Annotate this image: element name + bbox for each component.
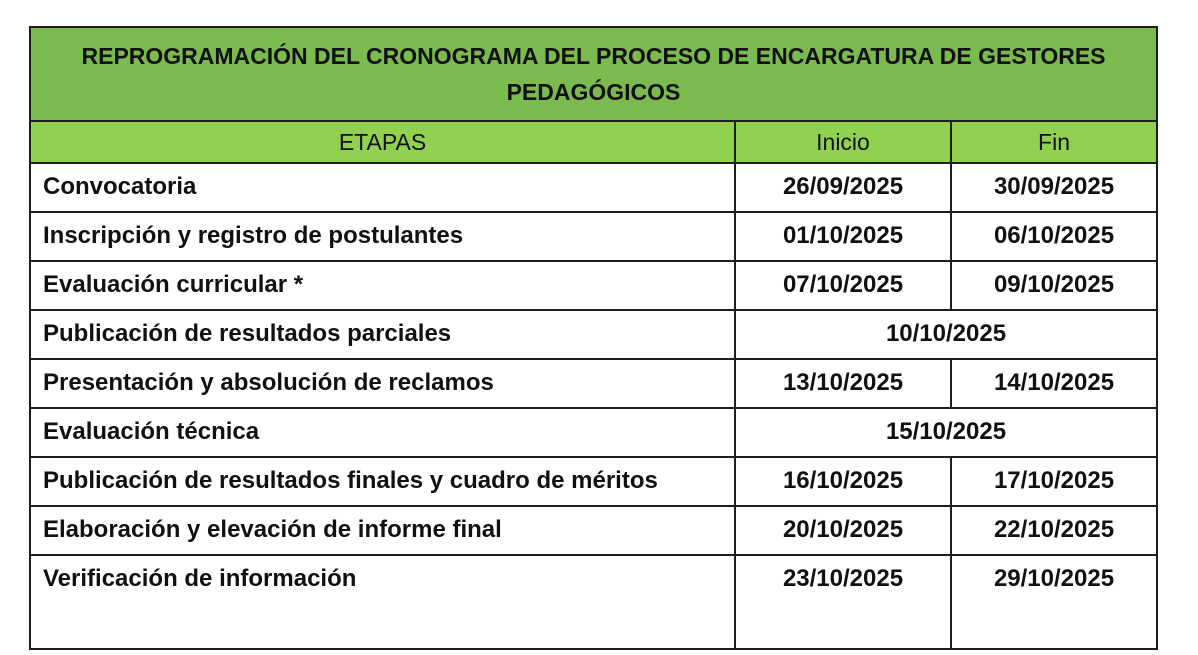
etapa-cell: Elaboración y elevación de informe final <box>30 506 735 555</box>
header-etapas: ETAPAS <box>30 121 735 163</box>
fin-cell: 06/10/2025 <box>951 212 1157 261</box>
table-row <box>30 359 1157 408</box>
inicio-cell: 07/10/2025 <box>735 261 951 310</box>
table-row <box>30 555 1157 649</box>
inicio-cell: 16/10/2025 <box>735 457 951 506</box>
fin-cell: 29/10/2025 <box>951 555 1157 649</box>
schedule-table <box>29 26 1158 650</box>
fecha-cell: 10/10/2025 <box>735 310 1157 359</box>
table-row <box>30 408 1157 457</box>
inicio-cell: 23/10/2025 <box>735 555 951 649</box>
inicio-cell: 13/10/2025 <box>735 359 951 408</box>
header-fin: Fin <box>951 121 1157 163</box>
fin-cell: 17/10/2025 <box>951 457 1157 506</box>
fecha-cell: 15/10/2025 <box>735 408 1157 457</box>
etapa-cell: Publicación de resultados parciales <box>30 310 735 359</box>
table-row <box>30 506 1157 555</box>
fin-cell: 22/10/2025 <box>951 506 1157 555</box>
etapa-cell: Publicación de resultados finales y cuadro de méritos <box>30 457 735 506</box>
inicio-cell: 20/10/2025 <box>735 506 951 555</box>
fin-cell: 30/09/2025 <box>951 163 1157 212</box>
etapa-cell: Verificación de información <box>30 555 735 649</box>
fin-cell: 14/10/2025 <box>951 359 1157 408</box>
fin-cell: 09/10/2025 <box>951 261 1157 310</box>
table-row <box>30 310 1157 359</box>
table-row <box>30 457 1157 506</box>
etapa-cell: Convocatoria <box>30 163 735 212</box>
table-title: REPROGRAMACIÓN DEL CRONOGRAMA DEL PROCESO DE ENCARGATURA DE GESTORES PEDAGÓGICOS <box>30 27 1157 121</box>
table-row <box>30 163 1157 212</box>
table-row <box>30 212 1157 261</box>
header-inicio: Inicio <box>735 121 951 163</box>
etapa-cell: Evaluación curricular * <box>30 261 735 310</box>
header-row <box>30 121 1157 163</box>
etapa-cell: Presentación y absolución de reclamos <box>30 359 735 408</box>
etapa-cell: Evaluación técnica <box>30 408 735 457</box>
title-row <box>30 27 1157 121</box>
inicio-cell: 01/10/2025 <box>735 212 951 261</box>
inicio-cell: 26/09/2025 <box>735 163 951 212</box>
etapa-cell: Inscripción y registro de postulantes <box>30 212 735 261</box>
table-row <box>30 261 1157 310</box>
